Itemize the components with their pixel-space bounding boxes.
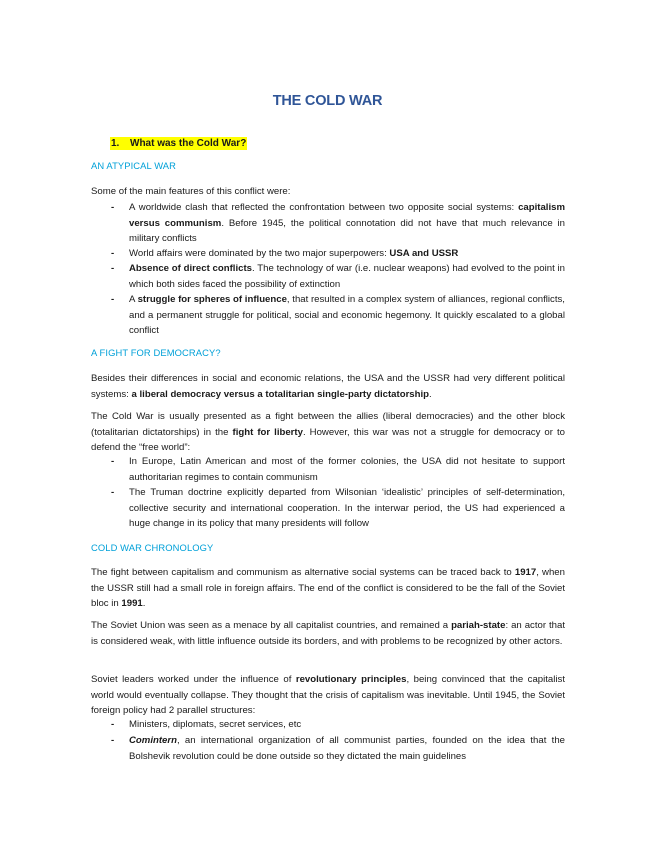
list-item <box>111 717 565 733</box>
bullet-text: . Before 1945, the political connotation did not have that much relevance in military conflicts <box>129 217 565 245</box>
list-item <box>111 200 565 247</box>
list-item <box>111 292 565 339</box>
bullet-dash: - <box>111 202 115 213</box>
bullet-text: World affairs were dominated by the two major superpowers: <box>129 248 390 259</box>
section-heading-cold-war-chronology: COLD WAR CHRONOLOGY <box>91 542 214 553</box>
paragraph-text: The fight between capitalism and communism as alternative social systems can be traced back to <box>91 567 515 578</box>
bullet-dash: - <box>111 735 115 746</box>
document-title: THE COLD WAR <box>272 93 383 109</box>
bullet-text: A <box>129 294 138 305</box>
list-item <box>111 454 565 485</box>
paragraph-emphasis: 1917 <box>514 567 537 578</box>
paragraph-text: , when the USSR still had a small role in foreign affairs. The end of the conflict is considered to be the fall of the Soviet bloc in <box>91 567 565 610</box>
bullet-text: . The technology of war (i.e. nuclear weapons) had evolved to the point in which both sides faced the possibility of extinction <box>129 263 565 290</box>
paragraph-text: Soviet leaders worked under the influence of <box>91 674 296 685</box>
paragraph-text: Besides their differences in social and economic relations, the USA and the USSR had very different political systems: <box>91 373 565 400</box>
bullet-dash: - <box>111 487 115 498</box>
question-text: What was the Cold War? <box>130 138 247 149</box>
bullet-dash: - <box>111 263 115 274</box>
list-item <box>111 733 565 764</box>
bullet-dash: - <box>111 719 115 730</box>
list-item <box>111 261 565 292</box>
bullet-text: , an international organization of all communist parties, founded on the idea that the Bolshevik revolution could be done outside so they dictated the main guidelines <box>129 735 565 762</box>
bullet-emphasis: Absence of direct conflicts <box>129 263 253 274</box>
paragraph-emphasis: 1991 <box>121 598 143 610</box>
paragraph <box>91 371 565 402</box>
section-heading-fight-for-democracy: A FIGHT FOR DEMOCRACY? <box>91 347 221 358</box>
list-item <box>111 485 565 532</box>
bullet-text: In Europe, Latin American and most of the former colonies, the USA did not hesitate to support authoritarian regimes to contain communism <box>129 456 565 483</box>
bullet-emphasis: USA and USSR <box>389 248 459 259</box>
bullet-dash: - <box>111 294 115 305</box>
paragraph-text: . <box>142 598 146 610</box>
paragraph-emphasis: revolutionary principles <box>295 674 407 685</box>
paragraph-text: . However, this war was not a struggle for democracy or to defend the “free world”: <box>91 426 566 454</box>
paragraph <box>91 565 565 612</box>
paragraph-emphasis: a liberal democracy versus a totalitarian single-party dictatorship <box>131 388 430 400</box>
paragraph <box>91 672 565 719</box>
question-number: 1. <box>111 138 120 149</box>
bullet-text: The Truman doctrine explicitly departed from Wilsonian ‘idealistic’ principles of self-determination, collective security and international cooperation. In the interwar period, the US had experienced a huge change in its policy that many presidents will follow <box>129 487 565 530</box>
paragraph <box>91 618 565 649</box>
bullet-emphasis: capitalism versus communism <box>129 202 565 229</box>
paragraph-text: . <box>429 388 432 400</box>
paragraph-text: : an actor that is considered weak, with little influence outside its borders, and with problems to be recognized by other actors. <box>91 620 565 647</box>
bullet-emphasis: struggle for spheres of influence <box>137 294 287 305</box>
section1-intro: Some of the main features of this conflict were: <box>91 186 291 197</box>
bullet-dash: - <box>111 248 115 259</box>
question-heading <box>110 137 247 150</box>
bullet-text: A worldwide clash that reflected the confrontation between two opposite social systems: <box>129 202 519 213</box>
list-item <box>111 246 565 262</box>
bullet-emphasis: Comintern <box>129 735 177 746</box>
bullet-text: Ministers, diplomats, secret services, etc <box>129 719 302 730</box>
paragraph <box>91 409 565 456</box>
paragraph-emphasis: fight for liberty <box>232 426 303 438</box>
section-heading-atypical-war: AN ATYPICAL WAR <box>91 160 177 171</box>
bullet-dash: - <box>111 456 115 467</box>
bullet-text: , that resulted in a complex system of alliances, regional conflicts, and a permanent struggle for political, social and economic hegemony. It quickly escalated to a global conflict <box>129 294 565 337</box>
paragraph-text: , being convinced that the capitalist world would eventually collapse. They thought that the crisis of capitalism was inevitable. Until 1945, the Soviet foreign policy had 2 parallel structures: <box>91 674 565 717</box>
paragraph-text: The Soviet Union was seen as a menace by all capitalist countries, and remained a <box>91 620 452 631</box>
paragraph-text: The Cold War is usually presented as a fight between the allies (liberal democracies) and the other block (totalitarian dictatorships) in the <box>91 411 565 438</box>
paragraph-emphasis: pariah-state <box>451 620 506 631</box>
